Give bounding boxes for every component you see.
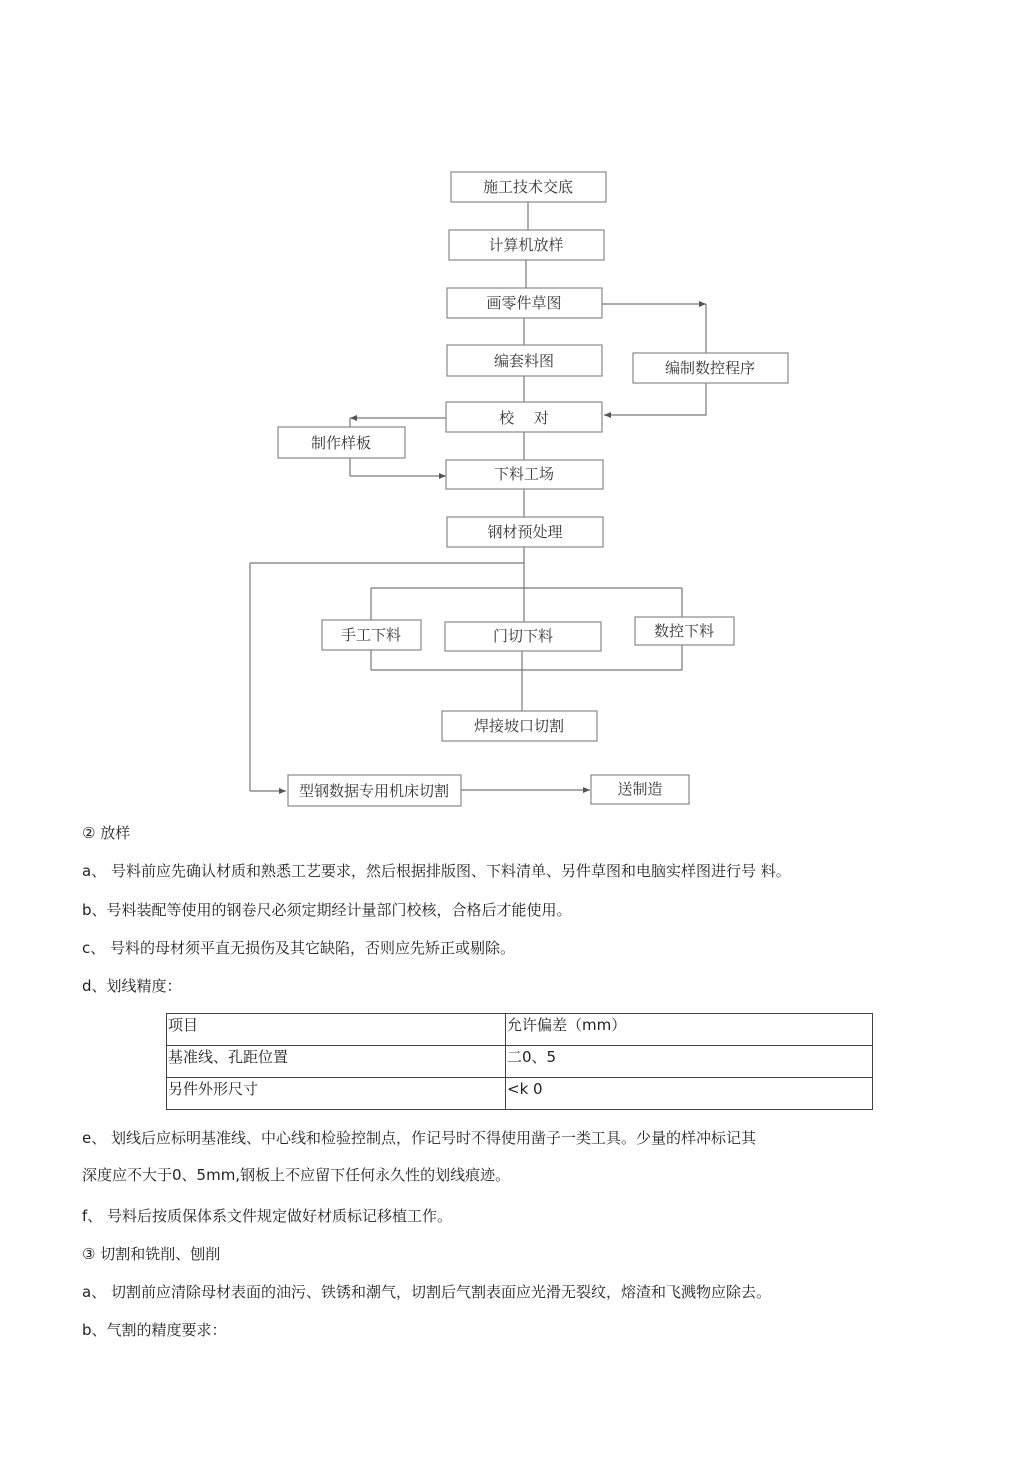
label-technical-briefing: 施工技术交底 bbox=[482, 178, 574, 196]
table-cell: 另件外形尺寸 bbox=[167, 1078, 506, 1110]
label-manual-cutting: 手工下料 bbox=[340, 626, 402, 644]
label-make-template: 制作样板 bbox=[310, 434, 372, 452]
label-send-to-fabrication: 送制造 bbox=[617, 780, 663, 798]
label-nesting-drawing: 编套料图 bbox=[493, 352, 555, 370]
label-weld-bevel-cutting: 焊接坡口切割 bbox=[473, 717, 565, 735]
label-gate-cutting: 门切下料 bbox=[492, 627, 554, 645]
section-title-lofting: ② 放样 bbox=[82, 824, 131, 842]
table-cell: 项目 bbox=[167, 1014, 506, 1046]
paragraph-3b: b、气割的精度要求： bbox=[82, 1321, 227, 1339]
paragraph-e-line2: 深度应不大于0、5mm,钢板上不应留下任何永久性的划线痕迹。 bbox=[82, 1166, 511, 1184]
label-cnc-programming: 编制数控程序 bbox=[664, 359, 756, 377]
label-computer-lofting: 计算机放样 bbox=[488, 236, 564, 254]
label-section-steel-machine: 型钢数据专用机床切割 bbox=[298, 782, 450, 800]
label-cnc-cutting: 数控下料 bbox=[653, 622, 715, 640]
paragraph-d: d、划线精度： bbox=[82, 977, 182, 995]
table-row bbox=[167, 1078, 873, 1110]
table-cell: <k 0 bbox=[506, 1078, 873, 1110]
paragraph-e-line1: e、 划线后应标明基准线、中心线和检验控制点，作记号时不得使用凿子一类工具。少量的样冲标记其 bbox=[82, 1129, 757, 1147]
table-cell: 允许偏差（mm） bbox=[506, 1014, 873, 1046]
table-cell: 二0、5 bbox=[506, 1046, 873, 1078]
paragraph-a: a、 号料前应先确认材质和熟悉工艺要求，然后根据排版图、下料清单、另件草图和电脑实样图进行号 料。 bbox=[82, 862, 791, 880]
label-part-sketch: 画零件草图 bbox=[486, 294, 562, 312]
paragraph-3a: a、 切割前应清除母材表面的油污、铁锈和潮气，切割后气割表面应光滑无裂纹，熔渣和飞溅物应除去。 bbox=[82, 1283, 771, 1301]
table-row bbox=[167, 1046, 873, 1078]
paragraph-c: c、 号料的母材须平直无损伤及其它缺陷，否则应先矫正或剔除。 bbox=[82, 939, 516, 957]
table-header-row bbox=[167, 1014, 873, 1046]
marking-precision-table bbox=[166, 1013, 873, 1110]
paragraph-b: b、号料装配等使用的钢卷尺必须定期经计量部门校核，合格后才能使用。 bbox=[82, 901, 572, 919]
label-cutting-workshop: 下料工场 bbox=[493, 465, 555, 483]
table-cell: 基准线、孔距位置 bbox=[167, 1046, 506, 1078]
label-check: 校 对 bbox=[499, 409, 549, 427]
label-steel-pretreatment: 钢材预处理 bbox=[487, 523, 563, 541]
section-title-cutting: ③ 切割和铣削、刨削 bbox=[82, 1245, 221, 1263]
paragraph-f: f、 号料后按质保体系文件规定做好材质标记移植工作。 bbox=[82, 1207, 453, 1225]
